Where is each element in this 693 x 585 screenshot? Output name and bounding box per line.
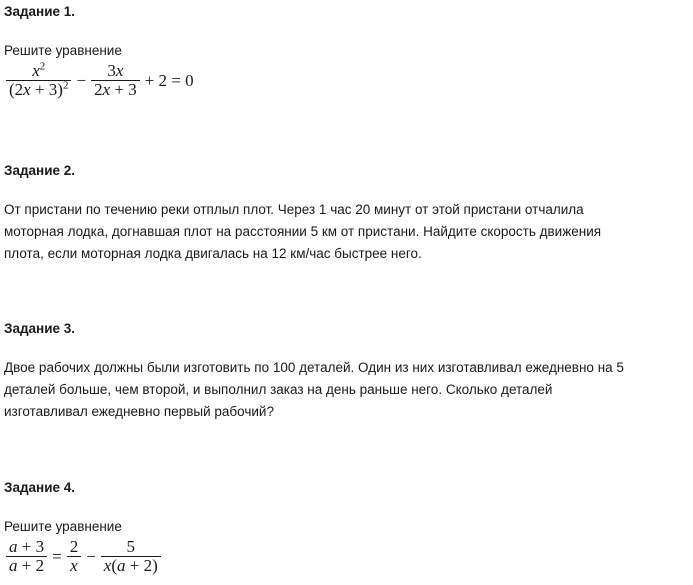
- task-2-line: плота, если моторная лодка двигалась на 12 км/час быстрее него.: [4, 246, 422, 261]
- equation-tail: + 2 = 0: [144, 70, 194, 90]
- fraction-denominator: 2x + 3: [91, 80, 140, 99]
- task-3-line: Двое рабочих должны были изготовить по 100 деталей. Один из них изготавливал ежедневно на 5: [4, 360, 624, 375]
- fraction-numerator: $x^2$: [32, 60, 46, 80]
- task-4-fraction-1: [6, 538, 47, 575]
- task-1-title: Задание 1.: [4, 4, 76, 19]
- minus-sign: −: [86, 546, 96, 566]
- task-4-fraction-3: [101, 538, 161, 575]
- task-1-instruction: Решите уравнение: [4, 43, 122, 58]
- task-3-line: изготавливал ежедневно первый рабочий?: [4, 404, 274, 419]
- task-4-equation: [4, 538, 690, 575]
- task-2-line: моторная лодка, догнавшая плот на расстоянии 5 км от пристани. Найдите скорость движения: [4, 224, 602, 239]
- fraction-numerator: 3x: [107, 61, 124, 80]
- fraction-denominator: x(a + 2): [101, 556, 161, 575]
- task-4-fraction-2: [67, 538, 82, 575]
- task-2-text: [4, 199, 690, 265]
- fraction-numerator: 5: [126, 537, 136, 556]
- task-3-line: деталей больше, чем второй, и выполнил заказ на день раньше него. Сколько деталей: [4, 382, 553, 397]
- fraction-denominator: $(2x + 3)^2$: [6, 80, 71, 99]
- equals-sign: =: [52, 546, 62, 566]
- fraction-numerator: 2: [69, 537, 79, 556]
- fraction-denominator: a + 2: [6, 556, 47, 575]
- task-1-fraction-2: [91, 62, 140, 99]
- task-1-fraction-1: [6, 62, 71, 99]
- task-3-title: Задание 3.: [4, 321, 76, 336]
- fraction-denominator: x: [67, 556, 81, 575]
- task-2: [4, 163, 690, 265]
- task-3: [4, 321, 690, 423]
- task-4-instruction: Решите уравнение: [4, 519, 122, 534]
- task-1: [4, 4, 690, 99]
- task-3-text: [4, 357, 690, 423]
- task-4: [4, 480, 690, 575]
- minus-sign: −: [76, 70, 87, 90]
- task-4-title: Задание 4.: [4, 480, 76, 495]
- fraction-numerator: a + 3: [9, 537, 45, 556]
- task-1-equation: [4, 62, 690, 99]
- task-2-title: Задание 2.: [4, 163, 76, 178]
- task-2-line: От пристани по течению реки отплыл плот. Через 1 час 20 минут от этой пристани отчалила: [4, 202, 584, 217]
